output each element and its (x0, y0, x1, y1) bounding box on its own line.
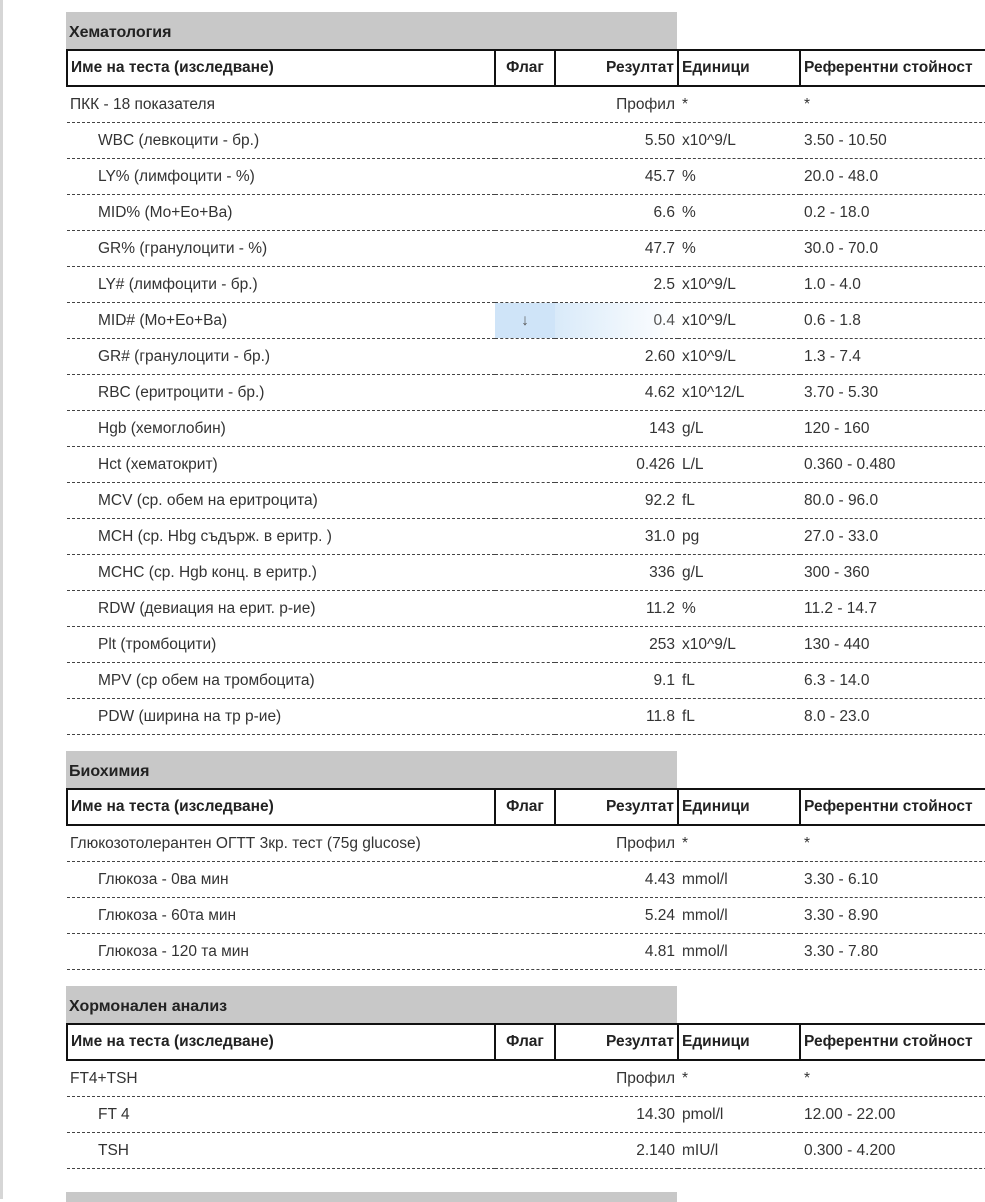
flag-cell (495, 411, 555, 447)
section (66, 751, 985, 970)
reference-range: 1.0 - 4.0 (800, 267, 985, 303)
units: fL (678, 483, 800, 519)
table-row (67, 411, 985, 447)
reference-range: 8.0 - 23.0 (800, 699, 985, 735)
reference-range: 3.70 - 5.30 (800, 375, 985, 411)
test-name: PDW (ширина на тр р-ие) (67, 699, 495, 735)
column-header-result: Резултат (555, 50, 678, 86)
test-name: Глюкоза - 0ва мин (67, 862, 495, 898)
table-row (67, 825, 985, 862)
lab-results (66, 12, 985, 1185)
units: % (678, 159, 800, 195)
test-name: ПКК - 18 показателя (67, 86, 495, 123)
column-header-result: Резултат (555, 1024, 678, 1060)
units: mmol/l (678, 898, 800, 934)
reference-range: 1.3 - 7.4 (800, 339, 985, 375)
units: fL (678, 663, 800, 699)
result-value: 5.50 (555, 123, 678, 159)
units: mmol/l (678, 934, 800, 970)
flag-cell (495, 123, 555, 159)
section-title: Хематология (66, 12, 677, 49)
flag-cell (495, 825, 555, 862)
units: g/L (678, 411, 800, 447)
flag-cell (495, 519, 555, 555)
result-value: 5.24 (555, 898, 678, 934)
result-value: 336 (555, 555, 678, 591)
result-value: 11.2 (555, 591, 678, 627)
units: * (678, 1060, 800, 1097)
result-value: 14.30 (555, 1097, 678, 1133)
table-row (67, 86, 985, 123)
reference-range: 3.30 - 8.90 (800, 898, 985, 934)
units: % (678, 231, 800, 267)
units: L/L (678, 447, 800, 483)
result-value: 4.81 (555, 934, 678, 970)
page-edge (0, 0, 3, 1199)
flag-cell (495, 86, 555, 123)
reference-range: 130 - 440 (800, 627, 985, 663)
result-value: 92.2 (555, 483, 678, 519)
flag-cell: ↓ (495, 303, 555, 339)
units: pmol/l (678, 1097, 800, 1133)
table-row (67, 555, 985, 591)
result-value: Профил (555, 86, 678, 123)
section (66, 12, 985, 735)
flag-cell (495, 1133, 555, 1169)
result-value: Профил (555, 825, 678, 862)
table-row (67, 519, 985, 555)
flag-cell (495, 483, 555, 519)
table-row (67, 159, 985, 195)
reference-range: * (800, 825, 985, 862)
section (66, 986, 985, 1169)
column-header-units: Единици (678, 789, 800, 825)
reference-range: 3.30 - 6.10 (800, 862, 985, 898)
reference-range: * (800, 1060, 985, 1097)
units: * (678, 825, 800, 862)
reference-range: 0.2 - 18.0 (800, 195, 985, 231)
units: x10^9/L (678, 123, 800, 159)
result-value: 143 (555, 411, 678, 447)
results-table (66, 1023, 985, 1169)
column-header-units: Единици (678, 50, 800, 86)
test-name: GR% (гранулоцити - %) (67, 231, 495, 267)
table-row (67, 483, 985, 519)
table-row (67, 267, 985, 303)
column-header-flag: Флаг (495, 789, 555, 825)
flag-cell (495, 699, 555, 735)
reference-range: 0.300 - 4.200 (800, 1133, 985, 1169)
units: x10^9/L (678, 267, 800, 303)
table-row (67, 699, 985, 735)
test-name: WBC (левкоцити - бр.) (67, 123, 495, 159)
column-header-result: Резултат (555, 789, 678, 825)
result-value: 0.4 (555, 303, 678, 339)
test-name: RDW (девиация на ерит. р-ие) (67, 591, 495, 627)
flag-cell (495, 375, 555, 411)
test-name: Hct (хематокрит) (67, 447, 495, 483)
column-header-name: Име на теста (изследване) (67, 789, 495, 825)
reference-range: 27.0 - 33.0 (800, 519, 985, 555)
test-name: Глюкоза - 60та мин (67, 898, 495, 934)
test-name: Hgb (хемоглобин) (67, 411, 495, 447)
units: x10^12/L (678, 375, 800, 411)
reference-range: 300 - 360 (800, 555, 985, 591)
test-name: LY# (лимфоцити - бр.) (67, 267, 495, 303)
flag-cell (495, 862, 555, 898)
table-row (67, 339, 985, 375)
reference-range: 30.0 - 70.0 (800, 231, 985, 267)
table-row (67, 447, 985, 483)
units: fL (678, 699, 800, 735)
table-row (67, 627, 985, 663)
flag-cell (495, 898, 555, 934)
flag-cell (495, 934, 555, 970)
flag-cell (495, 627, 555, 663)
reference-range: 6.3 - 14.0 (800, 663, 985, 699)
reference-range: 120 - 160 (800, 411, 985, 447)
next-section-header (66, 1192, 677, 1202)
table-row (67, 1133, 985, 1169)
column-header-name: Име на теста (изследване) (67, 1024, 495, 1060)
table-row (67, 663, 985, 699)
reference-range: 20.0 - 48.0 (800, 159, 985, 195)
column-header-ref: Референтни стойност (800, 1024, 985, 1060)
test-name: GR# (гранулоцити - бр.) (67, 339, 495, 375)
result-value: 6.6 (555, 195, 678, 231)
test-name: MCH (ср. Hbg съдърж. в еритр. ) (67, 519, 495, 555)
flag-cell (495, 555, 555, 591)
table-row (67, 303, 985, 339)
table-row (67, 862, 985, 898)
result-value: 11.8 (555, 699, 678, 735)
reference-range: 0.6 - 1.8 (800, 303, 985, 339)
flag-cell (495, 231, 555, 267)
reference-range: * (800, 86, 985, 123)
result-value: 253 (555, 627, 678, 663)
test-name: Глюкоза - 120 та мин (67, 934, 495, 970)
units: x10^9/L (678, 339, 800, 375)
flag-cell (495, 159, 555, 195)
result-value: 45.7 (555, 159, 678, 195)
result-value: 2.140 (555, 1133, 678, 1169)
units: * (678, 86, 800, 123)
flag-cell (495, 1060, 555, 1097)
units: g/L (678, 555, 800, 591)
flag-cell (495, 591, 555, 627)
result-value: 31.0 (555, 519, 678, 555)
test-name: MPV (ср обем на тромбоцита) (67, 663, 495, 699)
column-header-flag: Флаг (495, 50, 555, 86)
units: mIU/l (678, 1133, 800, 1169)
table-row (67, 1097, 985, 1133)
flag-cell (495, 195, 555, 231)
units: x10^9/L (678, 303, 800, 339)
table-row (67, 934, 985, 970)
reference-range: 80.0 - 96.0 (800, 483, 985, 519)
result-value: Профил (555, 1060, 678, 1097)
reference-range: 11.2 - 14.7 (800, 591, 985, 627)
table-row (67, 195, 985, 231)
flag-cell (495, 447, 555, 483)
reference-range: 3.50 - 10.50 (800, 123, 985, 159)
units: % (678, 591, 800, 627)
test-name: TSH (67, 1133, 495, 1169)
column-header-row (67, 789, 985, 825)
test-name: MID# (Mo+Eo+Ba) (67, 303, 495, 339)
table-row (67, 898, 985, 934)
result-value: 9.1 (555, 663, 678, 699)
column-header-name: Име на теста (изследване) (67, 50, 495, 86)
test-name: Глюкозотолерантен ОГТТ 3кр. тест (75g glucose) (67, 825, 495, 862)
units: % (678, 195, 800, 231)
result-value: 4.62 (555, 375, 678, 411)
result-value: 47.7 (555, 231, 678, 267)
flag-cell (495, 663, 555, 699)
results-table (66, 49, 985, 735)
test-name: MID% (Mo+Eo+Ba) (67, 195, 495, 231)
flag-cell (495, 267, 555, 303)
result-value: 4.43 (555, 862, 678, 898)
column-header-row (67, 1024, 985, 1060)
test-name: LY% (лимфоцити - %) (67, 159, 495, 195)
column-header-row (67, 50, 985, 86)
units: pg (678, 519, 800, 555)
table-row (67, 123, 985, 159)
units: mmol/l (678, 862, 800, 898)
table-row (67, 231, 985, 267)
reference-range: 3.30 - 7.80 (800, 934, 985, 970)
table-row (67, 375, 985, 411)
units: x10^9/L (678, 627, 800, 663)
flag-cell (495, 339, 555, 375)
test-name: RBC (еритроцити - бр.) (67, 375, 495, 411)
section-title: Хормонален анализ (66, 986, 677, 1023)
test-name: FT4+TSH (67, 1060, 495, 1097)
test-name: MCHC (ср. Hgb конц. в еритр.) (67, 555, 495, 591)
column-header-units: Единици (678, 1024, 800, 1060)
reference-range: 0.360 - 0.480 (800, 447, 985, 483)
results-table (66, 788, 985, 970)
test-name: FT 4 (67, 1097, 495, 1133)
column-header-ref: Референтни стойност (800, 789, 985, 825)
column-header-flag: Флаг (495, 1024, 555, 1060)
reference-range: 12.00 - 22.00 (800, 1097, 985, 1133)
table-row (67, 591, 985, 627)
section-title: Биохимия (66, 751, 677, 788)
result-value: 0.426 (555, 447, 678, 483)
column-header-ref: Референтни стойност (800, 50, 985, 86)
result-value: 2.60 (555, 339, 678, 375)
test-name: Plt (тромбоцити) (67, 627, 495, 663)
test-name: MCV (ср. обем на еритроцита) (67, 483, 495, 519)
result-value: 2.5 (555, 267, 678, 303)
table-row (67, 1060, 985, 1097)
flag-cell (495, 1097, 555, 1133)
